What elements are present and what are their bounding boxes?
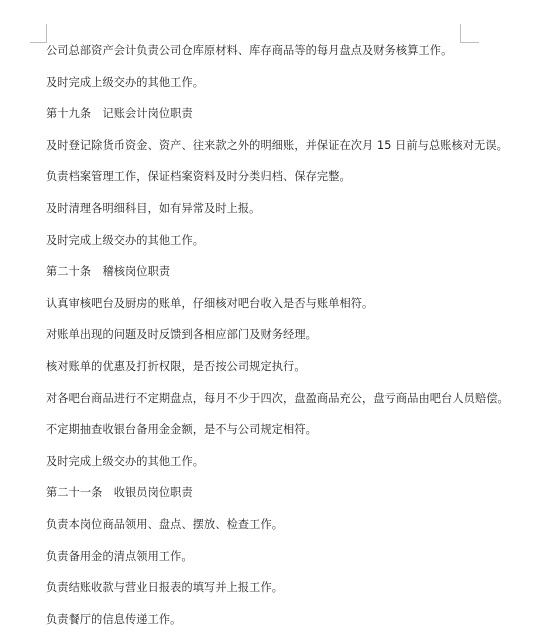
section-heading: 第十九条 记账会计岗位职责 bbox=[46, 107, 193, 121]
margin-corner-top-left bbox=[30, 24, 47, 43]
paragraph: 及时完成上级交办的其他工作。 bbox=[46, 75, 205, 89]
paragraph: 核对账单的优惠及打折权限，是否按公司规定执行。 bbox=[46, 359, 306, 373]
section-heading: 第二十条 稽核岗位职责 bbox=[46, 265, 171, 279]
paragraph: 负责本岗位商品领用、盘点、摆放、检查工作。 bbox=[46, 517, 284, 531]
paragraph: 对各吧台商品进行不定期盘点，每月不少于四次，盘盈商品充公，盘亏商品由吧台人员赔偿。 bbox=[46, 391, 509, 405]
paragraph: 及时清理各明细科目，如有异常及时上报。 bbox=[46, 201, 261, 215]
paragraph: 公司总部资产会计负责公司仓库原材料、库存商品等的每月盘点及财务核算工作。 bbox=[46, 44, 453, 57]
paragraph: 及时登记除货币资金、资产、往来款之外的明细账，并保证在次月 15 日前与总账核对无误。 bbox=[46, 138, 508, 152]
section-heading: 第二十一条 收银员岗位职责 bbox=[46, 486, 193, 500]
paragraph: 负责结账收款与营业日报表的填写并上报工作。 bbox=[46, 581, 284, 595]
paragraph: 及时完成上级交办的其他工作。 bbox=[46, 233, 205, 247]
paragraph: 负责餐厅的信息传递工作。 bbox=[46, 612, 182, 626]
paragraph: 不定期抽查收银台备用金金额，是不与公司规定相符。 bbox=[46, 423, 317, 437]
margin-corner-top-right bbox=[460, 24, 479, 43]
paragraph: 及时完成上级交办的其他工作。 bbox=[46, 454, 205, 468]
paragraph: 负责档案管理工作，保证档案资料及时分类归档、保存完整。 bbox=[46, 170, 351, 184]
paragraph: 负责备用金的清点领用工作。 bbox=[46, 549, 193, 563]
paragraph: 认真审核吧台及厨房的账单，仔细核对吧台收入是否与账单相符。 bbox=[46, 296, 374, 310]
document-body bbox=[46, 42, 526, 642]
paragraph: 对账单出现的问题及时反馈到各相应部门及财务经理。 bbox=[46, 328, 317, 342]
